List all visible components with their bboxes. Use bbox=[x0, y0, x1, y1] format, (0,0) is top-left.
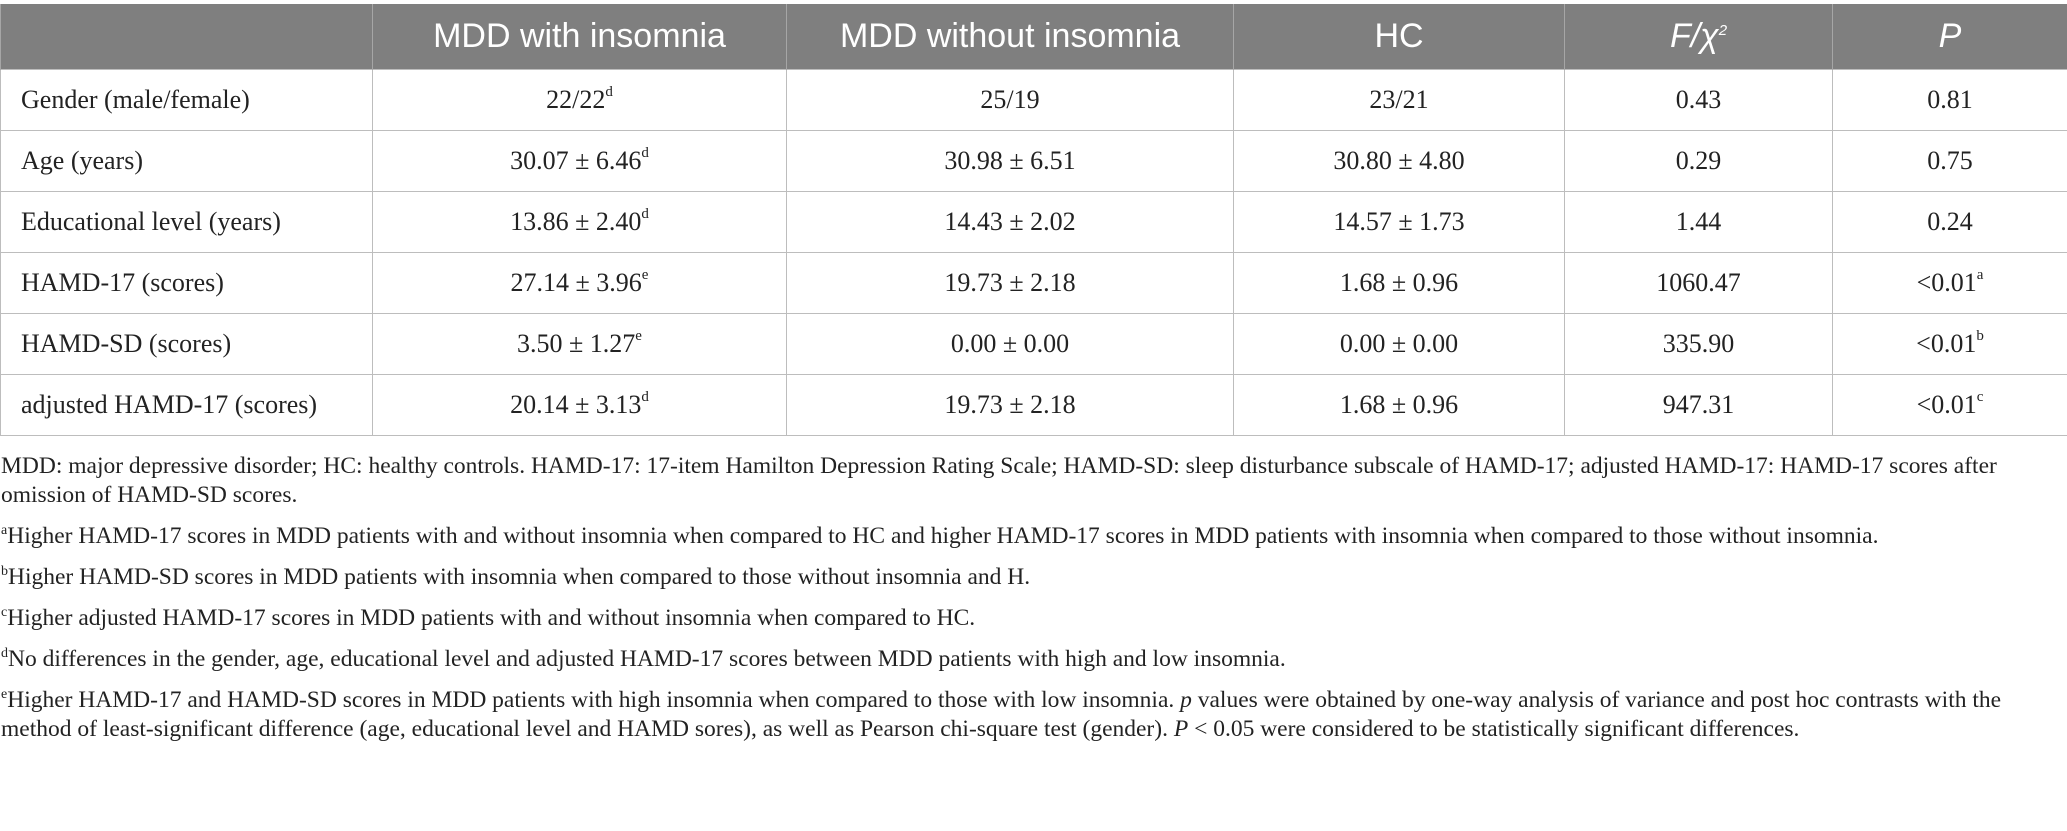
cell-mdd-without-insomnia: 0.00 ± 0.00 bbox=[787, 314, 1234, 375]
footnote-c-text: Higher adjusted HAMD-17 scores in MDD patients with and without insomnia when compared to HC. bbox=[7, 605, 976, 631]
cell-f-chi-square: 335.90 bbox=[1565, 314, 1833, 375]
cell-mdd-with-insomnia bbox=[373, 70, 787, 131]
cell-mdd-with-insomnia bbox=[373, 192, 787, 253]
cell-mdd-with-insomnia bbox=[373, 131, 787, 192]
cell-hc: 1.68 ± 0.96 bbox=[1234, 253, 1565, 314]
footnote-e-p-lower: p bbox=[1180, 687, 1192, 713]
footnote-d-mark: d bbox=[1, 646, 8, 661]
footnote-c-mark: c bbox=[1, 605, 8, 620]
footnote-a bbox=[1, 522, 2061, 551]
cell-mdd-with-insomnia bbox=[373, 375, 787, 436]
cell-value: 22/22 bbox=[546, 85, 606, 114]
table-row bbox=[1, 192, 2067, 253]
table-row bbox=[1, 375, 2067, 436]
table-row bbox=[1, 253, 2067, 314]
cell-f-chi-square: 1060.47 bbox=[1565, 253, 1833, 314]
cell-p bbox=[1833, 131, 2067, 192]
header-mdd-without-insomnia: MDD without insomnia bbox=[787, 4, 1234, 70]
table-header-row bbox=[1, 4, 2067, 70]
row-label: Educational level (years) bbox=[1, 192, 373, 253]
cell-value: 13.86 ± 2.40 bbox=[510, 207, 642, 236]
footnote-e-text-1: Higher HAMD-17 and HAMD-SD scores in MDD patients with high insomnia when compared to those with low insomnia. bbox=[7, 687, 1181, 713]
cell-footnote-mark: d bbox=[641, 206, 649, 222]
cell-value: <0.01 bbox=[1916, 390, 1977, 419]
footnote-b-text: Higher HAMD-SD scores in MDD patients with insomnia when compared to those without insomnia and H. bbox=[8, 564, 1031, 590]
header-f-chi-square-sup: 2 bbox=[1718, 22, 1728, 39]
cell-hc: 30.80 ± 4.80 bbox=[1234, 131, 1565, 192]
cell-footnote-mark: d bbox=[641, 389, 649, 405]
cell-hc: 0.00 ± 0.00 bbox=[1234, 314, 1565, 375]
cell-f-chi-square: 0.29 bbox=[1565, 131, 1833, 192]
row-label: Age (years) bbox=[1, 131, 373, 192]
cell-p bbox=[1833, 253, 2067, 314]
cell-value: 30.07 ± 6.46 bbox=[510, 146, 642, 175]
table-footnotes bbox=[1, 452, 2061, 756]
footnote-a-mark: a bbox=[1, 523, 8, 538]
cell-p bbox=[1833, 70, 2067, 131]
cell-mdd-with-insomnia bbox=[373, 314, 787, 375]
cell-f-chi-square: 1.44 bbox=[1565, 192, 1833, 253]
header-row-label bbox=[1, 4, 373, 70]
row-label: HAMD-SD (scores) bbox=[1, 314, 373, 375]
header-hc: HC bbox=[1234, 4, 1565, 70]
header-f-chi-square bbox=[1565, 4, 1833, 70]
cell-value: 0.81 bbox=[1927, 85, 1973, 114]
cell-value: 20.14 ± 3.13 bbox=[510, 390, 642, 419]
cell-mdd-without-insomnia: 14.43 ± 2.02 bbox=[787, 192, 1234, 253]
cell-p bbox=[1833, 375, 2067, 436]
table-row bbox=[1, 70, 2067, 131]
cell-mdd-without-insomnia: 25/19 bbox=[787, 70, 1234, 131]
footnote-d-text: No differences in the gender, age, educational level and adjusted HAMD-17 scores between MDD patients with high and low insomnia. bbox=[8, 646, 1286, 672]
cell-value: 3.50 ± 1.27 bbox=[517, 329, 636, 358]
cell-footnote-mark: e bbox=[635, 328, 642, 344]
footnote-e-mark: e bbox=[1, 687, 8, 702]
cell-footnote-mark: d bbox=[641, 145, 649, 161]
cell-footnote-mark: a bbox=[1976, 267, 1984, 283]
cell-hc: 23/21 bbox=[1234, 70, 1565, 131]
cell-footnote-mark: e bbox=[641, 267, 649, 283]
footnote-e-text-2: values were obtained by one-way analysis of variance and post hoc contrasts with the method of least-significant difference (age, educational level and HAMD sores), as well as Pearson chi-square test (gender). bbox=[1, 687, 2002, 742]
footnote-e bbox=[1, 686, 2061, 744]
cell-mdd-without-insomnia: 30.98 ± 6.51 bbox=[787, 131, 1234, 192]
cell-footnote-mark: c bbox=[1976, 389, 1984, 405]
table-row bbox=[1, 314, 2067, 375]
footnote-c bbox=[1, 604, 2061, 633]
cell-value: <0.01 bbox=[1916, 268, 1977, 297]
demographics-table bbox=[0, 4, 2067, 436]
cell-value: 0.75 bbox=[1927, 146, 1973, 175]
cell-value: 27.14 ± 3.96 bbox=[510, 268, 642, 297]
cell-hc: 1.68 ± 0.96 bbox=[1234, 375, 1565, 436]
row-label: Gender (male/female) bbox=[1, 70, 373, 131]
header-mdd-with-insomnia: MDD with insomnia bbox=[373, 4, 787, 70]
cell-value: <0.01 bbox=[1916, 329, 1977, 358]
header-p: P bbox=[1833, 4, 2067, 70]
cell-footnote-mark: d bbox=[605, 84, 613, 100]
header-f-chi-square-text: F/χ bbox=[1669, 17, 1719, 55]
abbreviations-note: MDD: major depressive disorder; HC: healthy controls. HAMD-17: 17-item Hamilton Depression Rating Scale; HAMD-SD: sleep disturbance subscale of HAMD-17; adjusted HAMD-17: HAMD-17 scores after omission of HAMD-SD scores. bbox=[1, 453, 1997, 508]
cell-mdd-without-insomnia: 19.73 ± 2.18 bbox=[787, 253, 1234, 314]
cell-hc: 14.57 ± 1.73 bbox=[1234, 192, 1565, 253]
footnote-b bbox=[1, 563, 2061, 592]
footnote-e-p-upper: P bbox=[1173, 716, 1189, 742]
row-label: adjusted HAMD-17 (scores) bbox=[1, 375, 373, 436]
footnote-a-text: Higher HAMD-17 scores in MDD patients with and without insomnia when compared to HC and higher HAMD-17 scores in MDD patients with insomnia when compared to those without insomnia. bbox=[7, 523, 1879, 549]
cell-f-chi-square: 947.31 bbox=[1565, 375, 1833, 436]
cell-p bbox=[1833, 192, 2067, 253]
footnote-b-mark: b bbox=[1, 564, 8, 579]
cell-mdd-with-insomnia bbox=[373, 253, 787, 314]
cell-p bbox=[1833, 314, 2067, 375]
cell-mdd-without-insomnia: 19.73 ± 2.18 bbox=[787, 375, 1234, 436]
cell-footnote-mark: b bbox=[1976, 328, 1984, 344]
table-row bbox=[1, 131, 2067, 192]
row-label: HAMD-17 (scores) bbox=[1, 253, 373, 314]
footnote-e-text-3: < 0.05 were considered to be statistically significant differences. bbox=[1188, 716, 1800, 742]
cell-f-chi-square: 0.43 bbox=[1565, 70, 1833, 131]
cell-value: 0.24 bbox=[1927, 207, 1973, 236]
footnote-d bbox=[1, 645, 2061, 674]
